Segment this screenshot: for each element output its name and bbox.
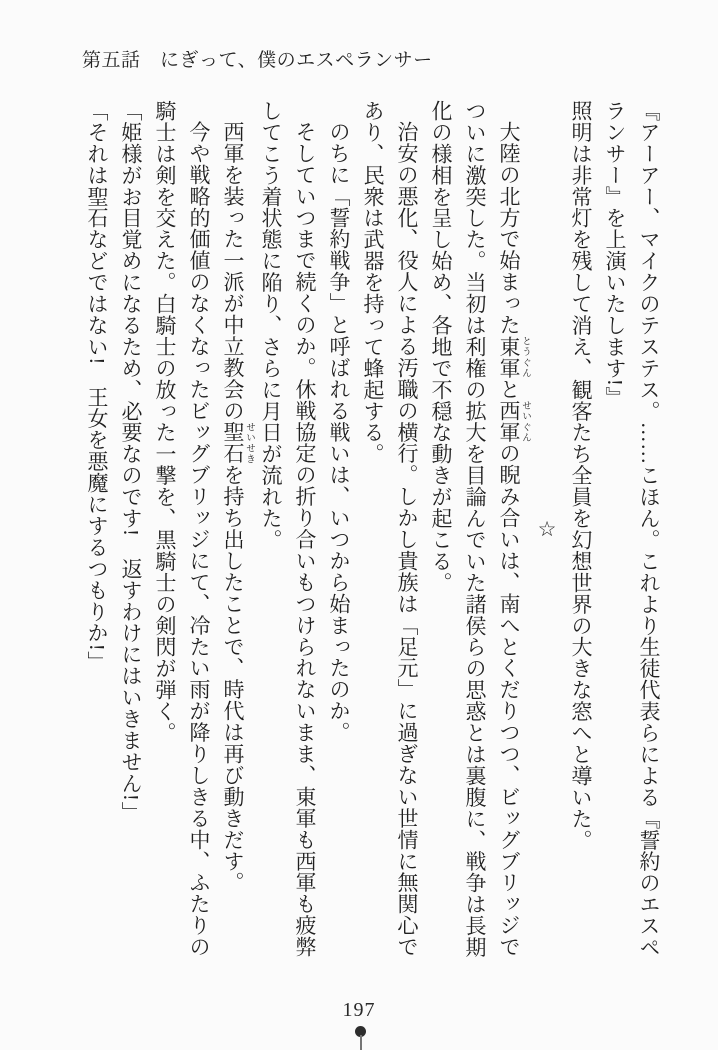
section-break-star: ☆ xyxy=(535,517,559,542)
paragraph: 今や戦略的価値のなくなったビッグブリッジにて、冷たい雨が降りしきる中、ふたりの騎士は剣を交えた。白騎士の放った一撃を、黒騎士の剣閃が弾く。 xyxy=(153,100,211,958)
paragraph: そしていつまで続くのか。休戦協定の折り合いもつけられないまま、東軍も西軍も疲弊してこう着状態に陥り、さらに月日が流れた。 xyxy=(259,100,317,958)
chapter-header-title: 第五話 にぎって、僕のエスペランサー xyxy=(82,50,433,71)
position-pin-stem xyxy=(360,1035,362,1050)
ruby-annotated-word: 聖石 せいせき xyxy=(221,421,254,465)
paragraph: 照明は非常灯を残して消え、観客たち全員を幻想世界の大きな窓へと導いた。 xyxy=(569,100,593,851)
paragraph: 「それは聖石などではない! 王女を悪魔にするつもりか!」 xyxy=(85,100,109,673)
paragraph: 『アーアー、マイクのテステス。……こほん。これより生徒代表らによる『誓約のエスペランサー』を上演いたします!』 xyxy=(603,100,661,958)
paragraph: 西軍を装った一派が中立教会の聖石 せいせきを持ち出したことで、時代は再び動きだす。 xyxy=(221,121,254,894)
ruby-annotated-word: 東軍 とうぐん xyxy=(497,335,530,379)
ruby-annotated-word: 西軍 せいぐん xyxy=(497,399,530,443)
paragraph: のちに「誓約戦争」と呼ばれる戦いは、いつから始まったのか。 xyxy=(327,121,351,744)
paragraph: 「姫様がお目覚めになるため、必要なのです! 返すわけにはいきません!」 xyxy=(119,100,143,823)
paragraph: 治安の悪化、役人による汚職の横行。しかし貴族は「足元」に過ぎない世情に無関心であり、民衆は武器を持って蜂起する。 xyxy=(361,100,419,958)
paragraph: 大陸の北方で始まった東軍 とうぐんと西軍 せいぐんの睨み合いは、南へとくだりつつ、ビッグブリッジでついに激突した。当初は利権の拡大を目論んでいた諸侯らの思惑とは裏腹に、戦争は長期化の様相を呈し始め、各地で不穏な動きが起こる。 xyxy=(429,100,530,958)
body-text xyxy=(80,100,666,959)
page-number: 197 xyxy=(342,999,376,1021)
